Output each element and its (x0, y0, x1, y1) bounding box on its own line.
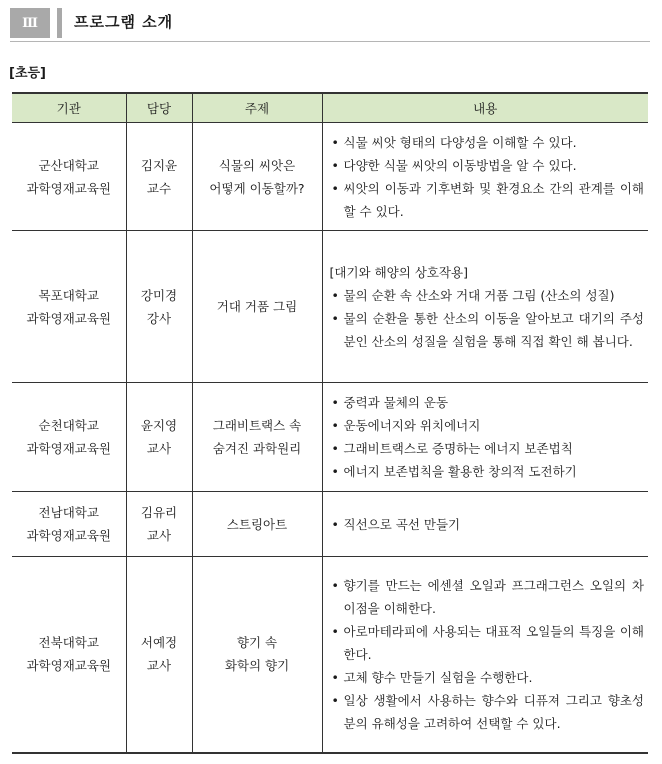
content-bullet-list (330, 574, 645, 735)
person-cell: 윤지영 교사 (126, 383, 192, 492)
content-bullet-item: • 중력과 물체의 운동 (330, 391, 645, 414)
table-row (12, 492, 648, 557)
content-bullet-item: • 아로마테라피에 사용되는 대표적 오일들의 특징을 이해한다. (330, 620, 645, 666)
table-row (12, 123, 648, 231)
header-divider (57, 8, 62, 38)
column-header-org: 기관 (12, 93, 126, 123)
org-cell: 목포대학교 과학영재교육원 (12, 231, 126, 383)
section-number-badge: Ⅲ (10, 8, 50, 38)
section-header (10, 8, 650, 40)
content-bullet-item: • 향기를 만드는 에센셜 오일과 프그래그런스 오일의 차이점을 이해한다. (330, 574, 645, 620)
content-bullet-list (330, 284, 645, 353)
org-cell: 전남대학교 과학영재교육원 (12, 492, 126, 557)
content-cell (322, 557, 648, 753)
content-cell (322, 383, 648, 492)
org-cell: 군산대학교 과학영재교육원 (12, 123, 126, 231)
content-bullet-item: • 운동에너지와 위치에너지 (330, 414, 645, 437)
topic-cell: 향기 속 화학의 향기 (192, 557, 322, 753)
content-category-label: [대기와 해양의 상호작용] (329, 264, 468, 280)
content-bullet-item: • 식물 씨앗 형태의 다양성을 이해할 수 있다. (330, 131, 645, 154)
content-bullet-item: • 고체 향수 만들기 실험을 수행한다. (330, 666, 645, 689)
content-bullet-item: • 일상 생활에서 사용하는 향수와 디퓨져 그리고 향초성분의 유해성을 고려하여 선택할 수 있다. (330, 689, 645, 735)
content-bullet-item: • 물의 순환을 통한 산소의 이동을 알아보고 대기의 주성분인 산소의 성질을 실험을 통해 직접 확인 해 봅니다. (330, 307, 645, 353)
org-cell: 전북대학교 과학영재교육원 (12, 557, 126, 753)
subheading-elementary: [초등] (9, 66, 46, 81)
content-bullet-item: • 직선으로 곡선 만들기 (330, 513, 645, 536)
content-bullet-item: • 다양한 식물 씨앗의 이동방법을 알 수 있다. (330, 154, 645, 177)
topic-cell: 스트링아트 (192, 492, 322, 557)
table-header-row (12, 93, 648, 123)
content-bullet-item: • 씨앗의 이동과 기후변화 및 환경요소 간의 관계를 이해할 수 있다. (330, 177, 645, 223)
person-cell: 김지윤 교수 (126, 123, 192, 231)
content-bullet-item: • 그래비트랙스로 증명하는 에너지 보존법칙 (330, 437, 645, 460)
person-cell: 김유리 교사 (126, 492, 192, 557)
table-row (12, 557, 648, 753)
topic-cell: 그래비트랙스 속 숨겨진 과학원리 (192, 383, 322, 492)
topic-cell: 식물의 씨앗은 어떻게 이동할까? (192, 123, 322, 231)
column-header-content: 내용 (322, 93, 648, 123)
column-header-person: 담당 (126, 93, 192, 123)
content-cell (322, 123, 648, 231)
content-bullet-item: • 에너지 보존법칙을 활용한 창의적 도전하기 (330, 460, 645, 483)
person-cell: 서예정 교사 (126, 557, 192, 753)
content-bullet-item: • 물의 순환 속 산소와 거대 거품 그림 (산소의 성질) (330, 284, 645, 307)
org-cell: 순천대학교 과학영재교육원 (12, 383, 126, 492)
person-cell: 강미경 강사 (126, 231, 192, 383)
program-table (12, 92, 648, 754)
table-row (12, 383, 648, 492)
content-bullet-list (330, 131, 645, 223)
content-bullet-list (330, 391, 645, 483)
content-cell (322, 492, 648, 557)
column-header-topic: 주제 (192, 93, 322, 123)
table-row (12, 231, 648, 383)
header-underline (10, 41, 650, 42)
topic-cell: 거대 거품 그림 (192, 231, 322, 383)
content-cell (322, 231, 648, 383)
section-title: 프로그램 소개 (74, 13, 174, 31)
content-bullet-list (330, 513, 645, 536)
